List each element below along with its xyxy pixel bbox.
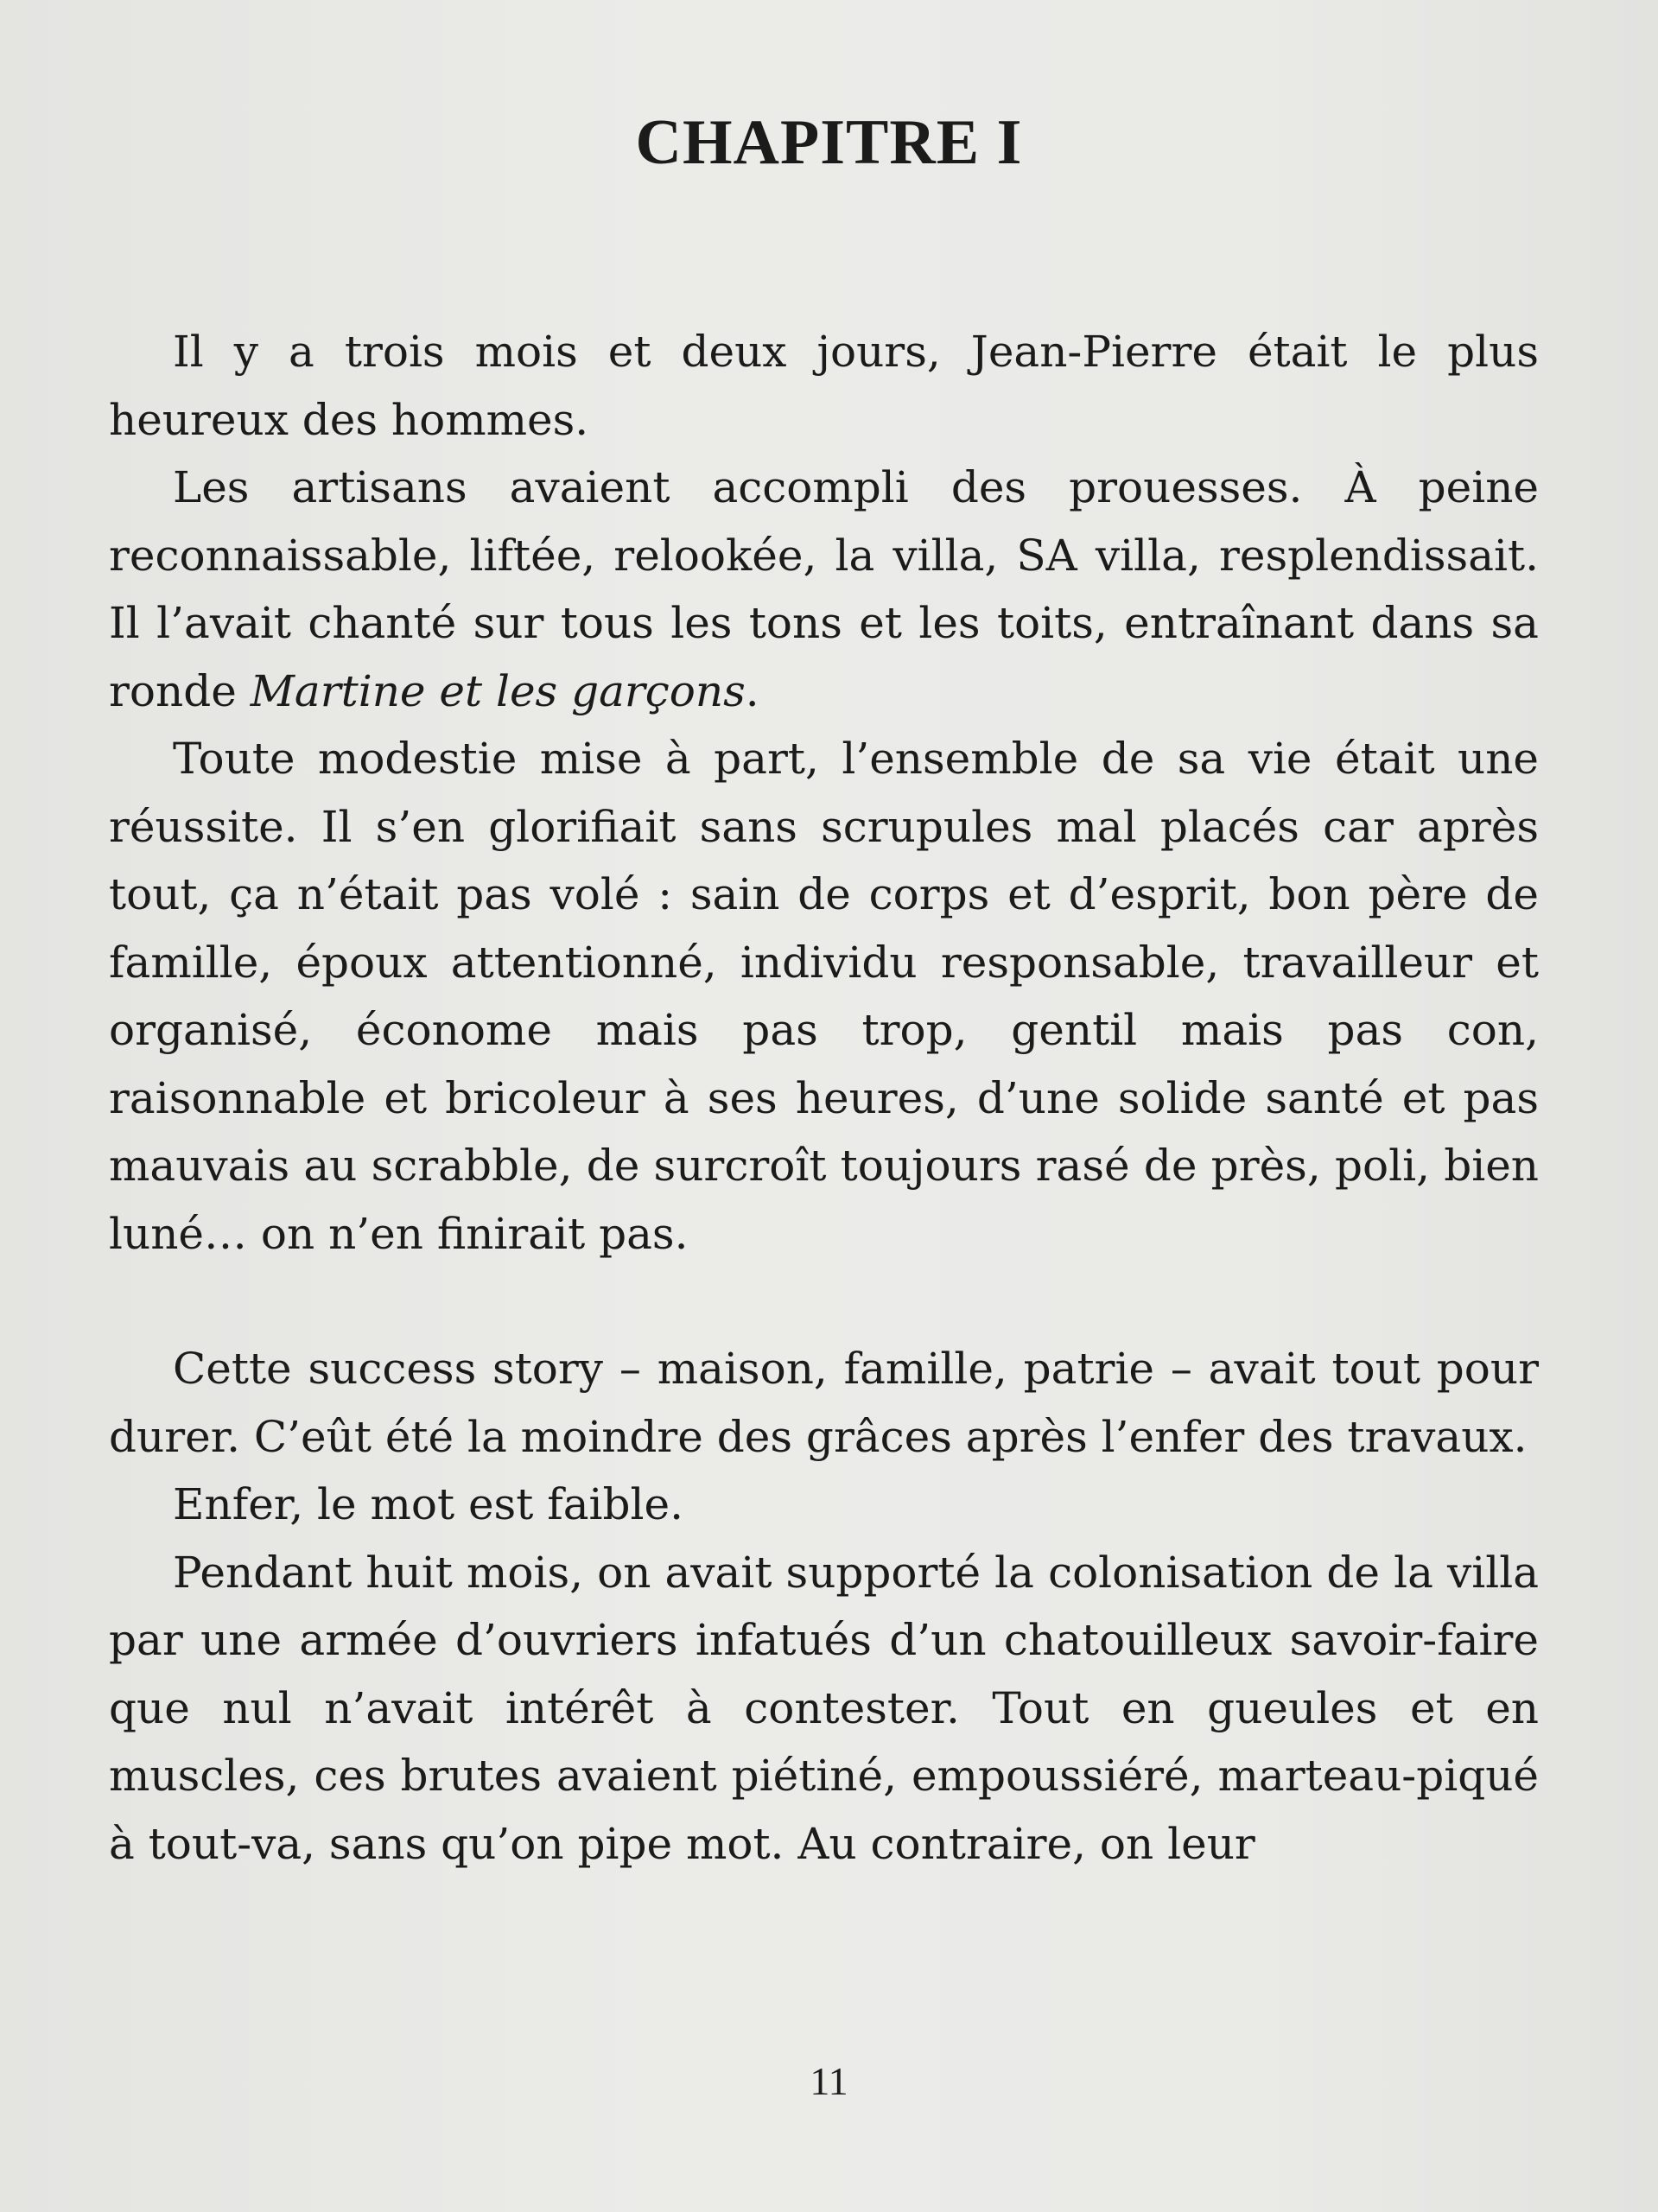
chapter-body xyxy=(109,318,1539,1878)
paragraph-6: Pendant huit mois, on avait supporté la colonisation de la villa par une armée d’ouvriers infatués d’un chatouilleux savoir-faire que nul n’avait intérêt à contester. Tout en gueules et en muscles, ces brutes avaient piétiné, empoussiéré, marteau-piqué à tout-va, sans qu’on pipe mot. Au contraire, on leur xyxy=(109,1547,1539,1869)
paragraph-2 xyxy=(109,454,1539,725)
page-number: 11 xyxy=(810,2059,848,2103)
paragraph-2-italic: Martine et les garçons xyxy=(250,665,746,716)
chapter-title: CHAPITRE I xyxy=(635,107,1023,178)
paragraph-2-text: Les artisans avaient accompli des prouesses. À peine reconnaissable, liftée, relookée, la villa, SA villa, resplendissait. Il l’avait chanté sur tous les tons et les toits, entraînant dans sa ronde xyxy=(109,462,1539,716)
paragraph-4: Cette success story – maison, famille, patrie – avait tout pour durer. C’eût été la moindre des grâces après l’enfer des travaux. xyxy=(109,1344,1539,1462)
paragraph-3: Toute modestie mise à part, l’ensemble de sa vie était une réussite. Il s’en glorifiait sans scrupules mal placés car après tout, ça n’était pas volé : sain de corps et d’esprit, bon père de famille, époux attentionné, individu responsable, travailleur et organisé, économe mais pas trop, gentil mais pas con, raisonnable et bricoleur à ses heures, d’une solide santé et pas mauvais au scrabble, de surcroît toujours rasé de près, poli, bien luné… on n’en finirait pas. xyxy=(109,734,1539,1259)
paragraph-5: Enfer, le mot est faible. xyxy=(173,1479,683,1529)
paragraph-1: Il y a trois mois et deux jours, Jean-Pierre était le plus heureux des hommes. xyxy=(109,327,1539,445)
paragraph-2-end: . xyxy=(745,665,759,716)
